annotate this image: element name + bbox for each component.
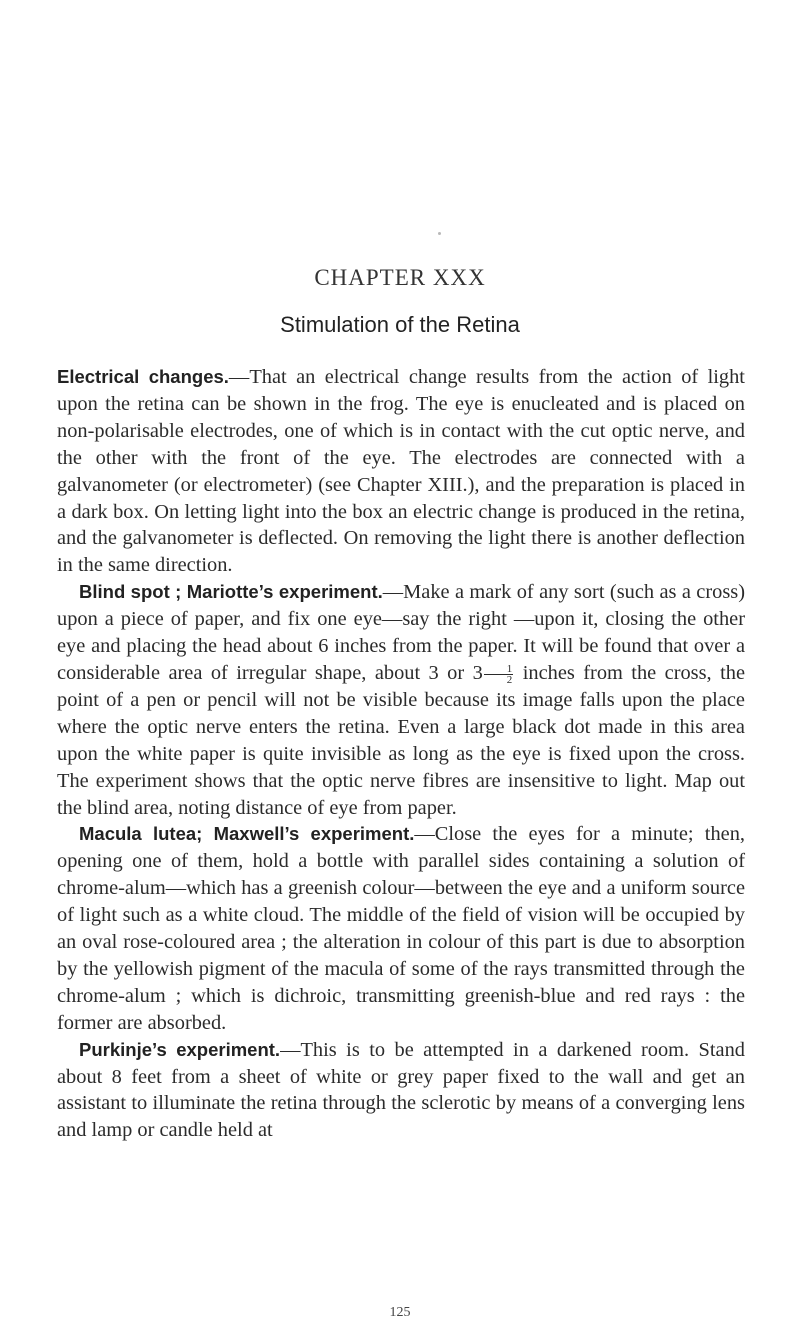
paragraph-purkinje xyxy=(57,1037,745,1145)
paragraph-macula-lutea xyxy=(57,821,745,1036)
page-number: 125 xyxy=(389,1305,411,1320)
fraction xyxy=(484,664,514,685)
paragraph-electrical-changes xyxy=(57,364,745,579)
paragraph-text: —This is to be attempted in a darkened room. Stand about 8 feet from a sheet of white or grey paper fixed to the wall and get an assistant to illuminate the retina through the sclerotic by means of a converging lens and lamp or candle held at xyxy=(57,1038,746,1142)
chapter-title: Stimulation of the Retina xyxy=(280,312,520,337)
run-in-heading: Purkinje’s experiment. xyxy=(79,1038,281,1060)
run-in-heading: Blind spot ; Mariotte’s experiment. xyxy=(79,581,383,603)
paragraph-text: —Close the eyes for a minute; then, opening one of them, hold a bottle with parallel sides containing a solution of chrome-alum—which has a greenish colour—between the eye and a uniform source of light such as a white cloud. The middle of the field of vision will be occupied by an oval rose-coloured area ; the alteration in colour of this part is due to absorption by the yellowish pigment of the macula of some of the rays transmitted through the chrome-alum ; which is dichroic, transmitting greenish-blue and red rays : the former are absorbed. xyxy=(57,823,745,1034)
paragraph-blind-spot xyxy=(57,579,745,821)
paragraph-text: inches from the cross, the point of a pen or pencil will not be visible because its image falls upon the place where the optic nerve enters the retina. Even a large black dot made in this area upon the white paper is quite invisible as long as the eye is fixed upon the cross. The experiment shows that the optic nerve fibres are insensitive to light. Map out the blind area, noting distance of eye from paper. xyxy=(57,661,745,819)
print-speck xyxy=(438,232,441,235)
paragraph-text: —That an electrical change results from the action of light upon the retina can be shown in the frog. The eye is enucleated and is placed on non-polarisable electrodes, one of which is in contact with the cut optic nerve, and the other with the front of the eye. The electrodes are connected with a galvanometer (or electrometer) (see Chapter XIII.), and the preparation is placed in a dark box. On letting light into the box an electric change is produced in the retina, and the galvanometer is deflected. On removing the light there is another deflection in the same direction. xyxy=(57,366,745,577)
run-in-heading: Electrical changes. xyxy=(57,366,229,387)
body-text xyxy=(57,364,745,1144)
paragraph-text: —Make a mark of any sort (such as a cross) upon a piece of paper, and fix one eye—say the right —upon it, closing the other eye and placing the head about 6 inches from the paper. It will be found that over a considerable area of irregular shape, about 3 or 3 xyxy=(57,581,745,684)
run-in-heading: Macula lutea; Maxwell’s experiment. xyxy=(79,823,415,845)
chapter-label: CHAPTER XXX xyxy=(314,265,486,290)
fraction-denominator: 2 xyxy=(506,673,513,686)
fraction-numerator: 1 xyxy=(484,664,514,675)
